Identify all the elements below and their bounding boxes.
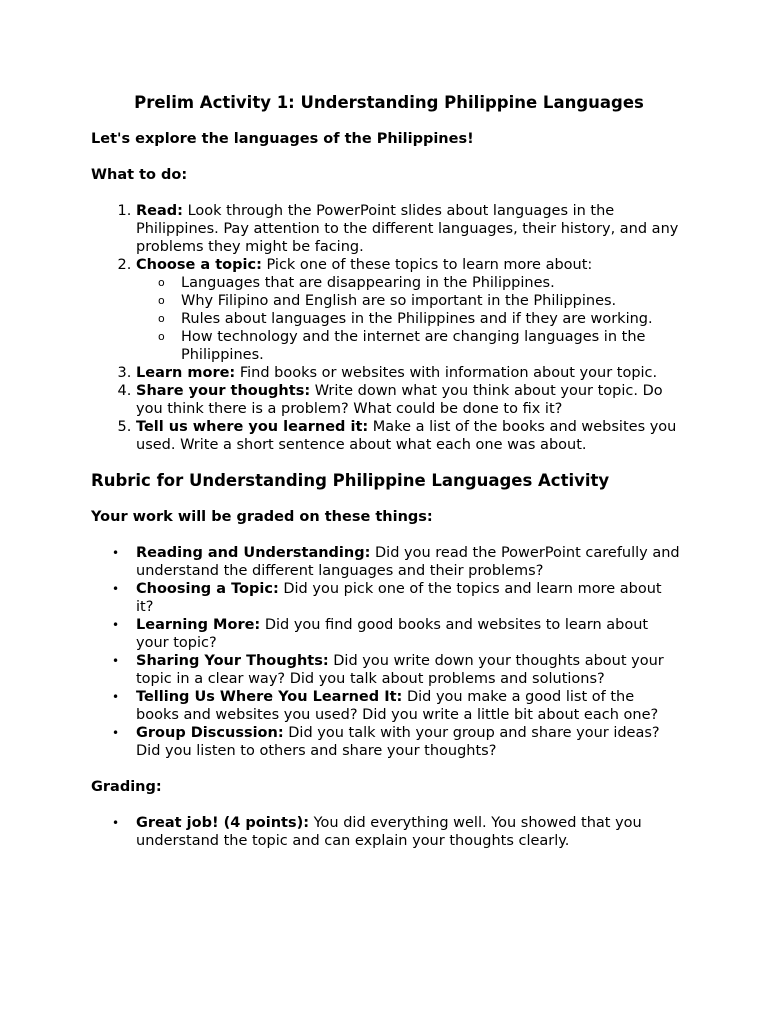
step-label: Choose a topic: xyxy=(136,257,262,273)
sub-bullet-icon: o xyxy=(158,276,165,289)
steps-list xyxy=(91,202,681,454)
bullet-icon: • xyxy=(112,816,120,830)
step-label: Learn more: xyxy=(136,365,236,381)
criteria-item xyxy=(112,616,681,652)
sub-bullet-icon: o xyxy=(158,294,165,307)
criteria-list xyxy=(91,544,681,760)
intro-line: Let's explore the languages of the Philippines! xyxy=(91,131,474,147)
criteria-item xyxy=(112,544,681,580)
criteria-text: Did you read the PowerPoint carefully and understand the different languages and their problems? xyxy=(136,545,680,579)
criteria-text: Did you write down your thoughts about your topic in a clear way? Did you talk about problems and solutions? xyxy=(136,653,664,687)
step-label: Share your thoughts: xyxy=(136,383,311,399)
step-label: Read: xyxy=(136,203,183,219)
criteria-item xyxy=(112,724,681,760)
criteria-label: Sharing Your Thoughts: xyxy=(136,653,329,669)
criteria-text: Did you make a good list of the books and websites you used? Did you write a little bit about each one? xyxy=(136,689,659,723)
topic-item xyxy=(158,274,681,292)
graded-intro: Your work will be graded on these things: xyxy=(91,509,433,525)
step-item-choose-topic xyxy=(136,256,681,364)
step-text: Write down what you think about your topic. Do you think there is a problem? What could be done to fix it? xyxy=(136,383,663,417)
step-item-learn-more xyxy=(136,364,681,382)
criteria-item xyxy=(112,580,681,616)
topic-text: Rules about languages in the Philippines and if they are working. xyxy=(181,311,653,327)
grade-item xyxy=(112,814,681,850)
criteria-text: Did you talk with your group and share your ideas? Did you listen to others and share your thoughts? xyxy=(136,725,660,759)
grades-list xyxy=(91,814,681,850)
document-body xyxy=(91,94,681,868)
sub-bullet-icon: o xyxy=(158,330,165,343)
sub-bullet-icon: o xyxy=(158,312,165,325)
criteria-item xyxy=(112,652,681,688)
step-text: Look through the PowerPoint slides about languages in the Philippines. Pay attention to the different languages, their history, and any problems they might be facing. xyxy=(136,203,679,255)
criteria-label: Telling Us Where You Learned It: xyxy=(136,689,403,705)
topic-item xyxy=(158,292,681,310)
criteria-label: Choosing a Topic: xyxy=(136,581,279,597)
grading-heading: Grading: xyxy=(91,779,162,795)
bullet-icon: • xyxy=(112,582,120,596)
step-item-read xyxy=(136,202,681,256)
bullet-icon: • xyxy=(112,546,120,560)
criteria-text: Did you pick one of the topics and learn more about it? xyxy=(136,581,662,615)
step-item-sources xyxy=(136,418,681,454)
bullet-icon: • xyxy=(112,618,120,632)
topic-text: Why Filipino and English are so important in the Philippines. xyxy=(181,293,617,309)
step-text: Pick one of these topics to learn more about: xyxy=(266,257,593,273)
step-text: Make a list of the books and websites you used. Write a short sentence about what each one was about. xyxy=(136,419,677,453)
criteria-item xyxy=(112,688,681,724)
criteria-text: Did you find good books and websites to learn about your topic? xyxy=(136,617,649,651)
topic-text: How technology and the internet are changing languages in the Philippines. xyxy=(181,329,646,363)
rubric-heading: Rubric for Understanding Philippine Languages Activity xyxy=(91,471,610,490)
topic-item xyxy=(158,328,681,364)
document-title: Prelim Activity 1: Understanding Philippine Languages xyxy=(134,93,644,112)
what-to-do-heading: What to do: xyxy=(91,167,188,183)
bullet-icon: • xyxy=(112,654,120,668)
topic-item xyxy=(158,310,681,328)
criteria-label: Learning More: xyxy=(136,617,261,633)
grade-label: Great job! (4 points): xyxy=(136,815,310,831)
step-item-share-thoughts xyxy=(136,382,681,418)
grade-text: You did everything well. You showed that you understand the topic and can explain your thoughts clearly. xyxy=(136,815,642,849)
criteria-label: Reading and Understanding: xyxy=(136,545,371,561)
topic-text: Languages that are disappearing in the Philippines. xyxy=(181,275,555,291)
topics-list xyxy=(136,274,681,364)
criteria-label: Group Discussion: xyxy=(136,725,284,741)
bullet-icon: • xyxy=(112,726,120,740)
step-label: Tell us where you learned it: xyxy=(136,419,369,435)
bullet-icon: • xyxy=(112,690,120,704)
step-text: Find books or websites with information about your topic. xyxy=(239,365,658,381)
